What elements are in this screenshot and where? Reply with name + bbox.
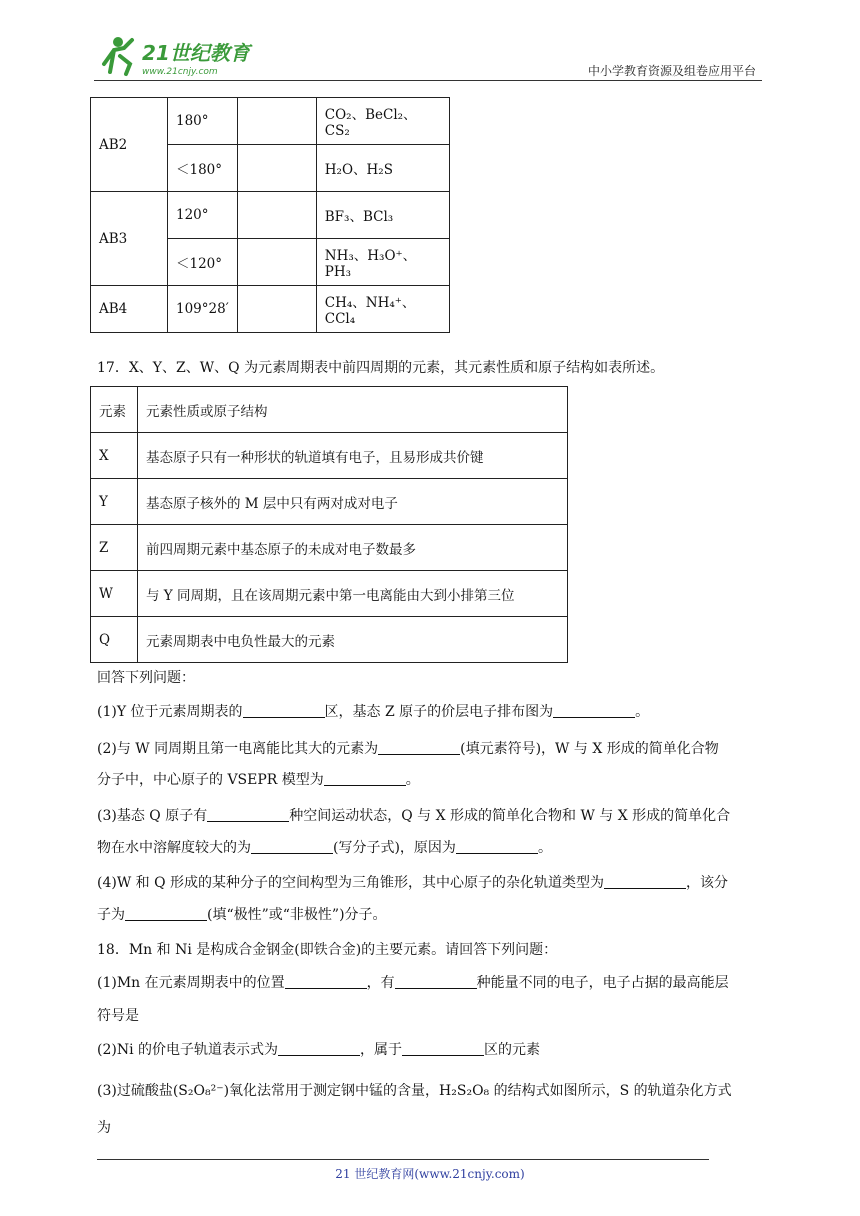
answer-blank[interactable]	[324, 771, 406, 786]
table-row	[91, 387, 568, 433]
table-row	[91, 286, 450, 333]
empty-cell	[237, 286, 316, 333]
answer-blank[interactable]	[553, 703, 635, 718]
header-cell: 元素	[91, 387, 138, 433]
platform-name: 中小学教育资源及组卷应用平台	[587, 64, 756, 78]
empty-cell	[237, 192, 316, 239]
angle-cell: 120°	[168, 192, 238, 239]
element-cell: X	[91, 433, 138, 479]
examples-cell: CH₄、NH₄⁺、CCl₄	[316, 286, 449, 333]
property-cell: 基态原子只有一种形状的轨道填有电子，且易形成共价键	[138, 433, 568, 479]
answer-blank[interactable]	[378, 740, 460, 755]
property-cell: 前四周期元素中基态原子的未成对电子数最多	[138, 525, 568, 571]
examples-cell: BF₃、BCl₃	[316, 192, 449, 239]
table-row	[91, 617, 568, 663]
table-row	[91, 525, 568, 571]
q17-part4: (4)W 和 Q 形成的某种分子的空间构型为三角锥形，其中心原子的杂化轨道类型为 ，该分	[97, 875, 729, 891]
q17-prompt: 回答下列问题：	[97, 670, 195, 686]
q18-part3: (3)过硫酸盐(S₂O₈²⁻)氧化法常用于测定钢中锰的含量，H₂S₂O₈ 的结构式如图所示，S 的轨道杂化方式	[97, 1083, 732, 1099]
answer-blank[interactable]	[395, 974, 477, 989]
q18-stem: 18．Mn 和 Ni 是构成合金钢金(即铁合金)的主要元素。请回答下列问题：	[97, 942, 558, 958]
property-cell: 元素周期表中电负性最大的元素	[138, 617, 568, 663]
table-row	[91, 192, 450, 239]
answer-blank[interactable]	[125, 906, 207, 921]
q17-part1: (1)Y 位于元素周期表的 区，基态 Z 原子的价层电子排布图为 。	[97, 704, 650, 720]
examples-cell: H₂O、H₂S	[316, 145, 449, 192]
runner-icon	[104, 37, 132, 74]
footer-text: 21 世纪教育网(www.21cnjy.com)	[335, 1167, 525, 1181]
logo-text: 21世纪教育	[142, 41, 250, 65]
table-row	[91, 571, 568, 617]
empty-cell	[237, 145, 316, 192]
q17-part2: (2)与 W 同周期且第一电离能比其大的元素为 (填元素符号)，W 与 X 形成的简单化合物	[97, 741, 719, 757]
property-cell: 基态原子核外的 M 层中只有两对成对电子	[138, 479, 568, 525]
answer-blank[interactable]	[243, 703, 325, 718]
element-table	[90, 386, 568, 663]
angle-cell: ＜120°	[168, 239, 238, 286]
footer-rule	[97, 1159, 709, 1160]
answer-blank[interactable]	[278, 1041, 360, 1056]
answer-blank[interactable]	[402, 1041, 484, 1056]
logo-url: www.21cnjy.com	[142, 67, 218, 77]
q17-part3-cont: 物在水中溶解度较大的为 (写分子式)，原因为 。	[97, 840, 552, 856]
empty-cell	[237, 239, 316, 286]
q18-part1-cont: 符号是	[97, 1008, 139, 1024]
q18-part3-cont: 为	[97, 1120, 111, 1136]
angle-cell: 180°	[168, 98, 238, 145]
bond-angle-table	[90, 97, 450, 333]
q17-part4-cont: 子为 (填“极性”或“非极性”)分子。	[97, 907, 387, 923]
answer-blank[interactable]	[604, 874, 686, 889]
element-cell: W	[91, 571, 138, 617]
q17-part2-cont: 分子中，中心原子的 VSEPR 模型为 。	[97, 772, 420, 788]
examples-cell: NH₃、H₃O⁺、PH₃	[316, 239, 449, 286]
table-row	[91, 433, 568, 479]
table-row	[91, 479, 568, 525]
angle-cell: 109°28′	[168, 286, 238, 333]
q18-part2: (2)Ni 的价电子轨道表示式为 ，属于 区的元素	[97, 1042, 541, 1058]
empty-cell	[237, 98, 316, 145]
element-cell: Z	[91, 525, 138, 571]
header-cell: 元素性质或原子结构	[138, 387, 568, 433]
answer-blank[interactable]	[456, 839, 538, 854]
site-logo	[96, 34, 266, 78]
answer-blank[interactable]	[251, 839, 333, 854]
q17-stem: 17．X、Y、Z、W、Q 为元素周期表中前四周期的元素，其元素性质和原子结构如表所述。	[97, 360, 665, 376]
q17-part3: (3)基态 Q 原子有 种空间运动状态，Q 与 X 形成的简单化合物和 W 与 X 形成的简单化合	[97, 808, 731, 824]
type-cell: AB3	[91, 192, 168, 286]
examples-cell: CO₂、BeCl₂、CS₂	[316, 98, 449, 145]
element-cell: Q	[91, 617, 138, 663]
header-rule	[94, 80, 762, 81]
property-cell: 与 Y 同周期，且在该周期元素中第一电离能由大到小排第三位	[138, 571, 568, 617]
answer-blank[interactable]	[285, 974, 367, 989]
answer-blank[interactable]	[207, 807, 289, 822]
type-cell: AB2	[91, 98, 168, 192]
q18-part1: (1)Mn 在元素周期表中的位置 ，有 种能量不同的电子，电子占据的最高能层	[97, 975, 729, 991]
angle-cell: ＜180°	[168, 145, 238, 192]
element-cell: Y	[91, 479, 138, 525]
table-row	[91, 98, 450, 145]
type-cell: AB4	[91, 286, 168, 333]
